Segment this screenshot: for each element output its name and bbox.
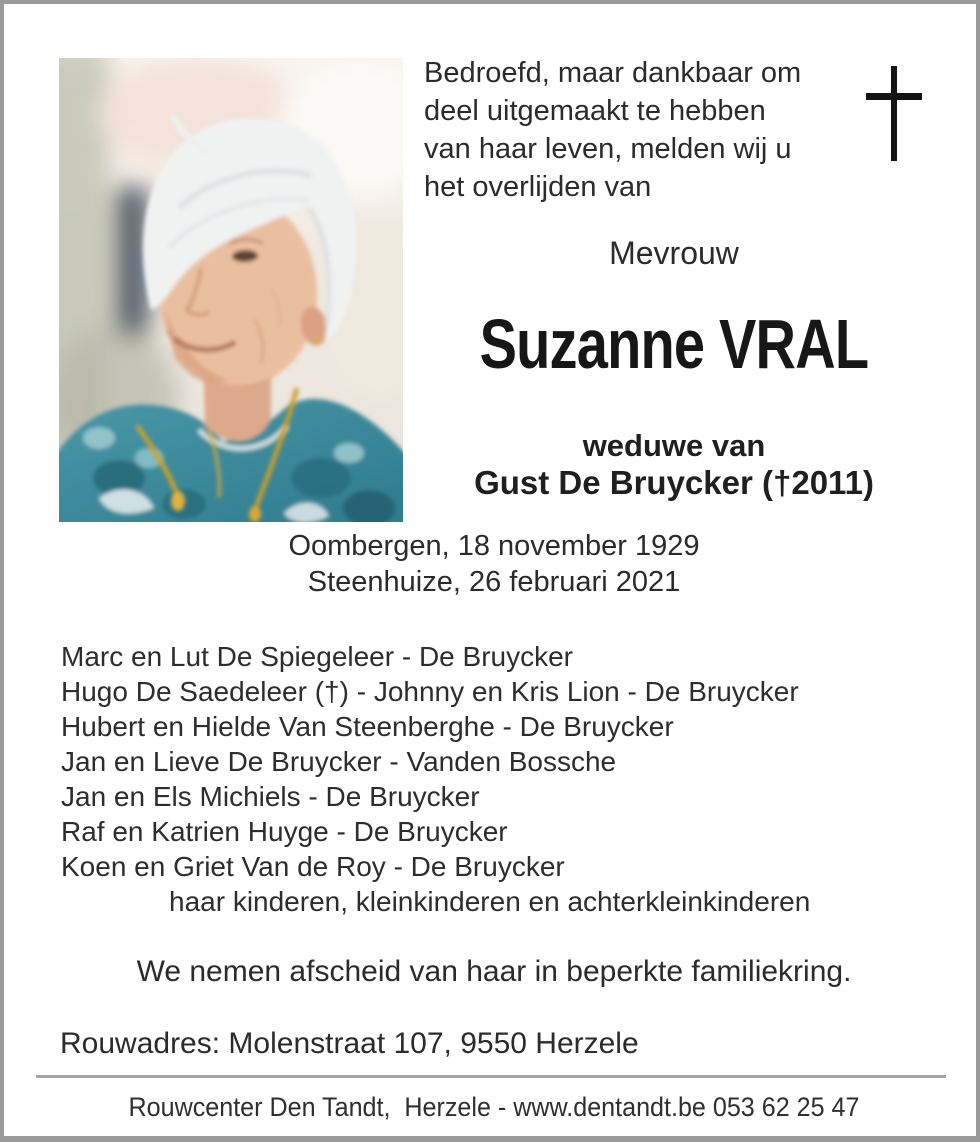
relation-line-1: weduwe van <box>582 428 766 463</box>
intro-paragraph <box>424 54 864 206</box>
death-line: Steenhuize, 26 februari 2021 <box>307 566 681 598</box>
portrait-photo-illustration <box>59 58 403 522</box>
cross-icon <box>862 60 924 162</box>
family-line: Jan en Lieve De Bruycker - Vanden Bossche <box>61 746 617 777</box>
intro-line: van haar leven, melden wij u <box>424 133 792 165</box>
intro-line: deel uitgemaakt te hebben <box>424 95 766 127</box>
intro-line: het overlijden van <box>424 171 652 203</box>
life-dates <box>4 528 980 600</box>
portrait-photo <box>59 58 403 522</box>
relation-line-2: Gust De Bruycker (†2011) <box>474 464 874 501</box>
funeral-home-footer-text: Rouwcenter Den Tandt, Herzele - www.dentandt.be 053 62 25 47 <box>128 1092 860 1122</box>
footer-divider <box>36 1075 946 1078</box>
farewell-sentence: We nemen afscheid van haar in beperkte familiekring. <box>136 955 852 988</box>
family-line: Koen en Griet Van de Roy - De Bruycker <box>61 851 565 882</box>
family-line: Marc en Lut De Spiegeleer - De Bruycker <box>61 641 573 672</box>
family-line: Hubert en Hielde Van Steenberghe - De Bruycker <box>61 711 674 742</box>
deceased-name-text: Suzanne VRAL <box>479 305 869 383</box>
family-line: Jan en Els Michiels - De Bruycker <box>61 781 480 812</box>
funeral-home-footer <box>4 1092 980 1123</box>
salutation: Mevrouw <box>609 235 739 271</box>
family-line: Hugo De Saedeleer (†) - Johnny en Kris Lion - De Bruycker <box>61 676 799 707</box>
intro-line: Bedroefd, maar dankbaar om <box>424 57 802 89</box>
family-list <box>61 639 941 919</box>
family-line: Raf en Katrien Huyge - De Bruycker <box>61 816 508 847</box>
deceased-name <box>410 304 938 384</box>
family-closing-line: haar kinderen, kleinkinderen en achterkleinkinderen <box>169 886 811 917</box>
cross-horizontal-bar <box>866 93 922 100</box>
cross-vertical-bar <box>891 66 897 161</box>
mourning-address: Rouwadres: Molenstraat 107, 9550 Herzele <box>60 1027 639 1060</box>
birth-line: Oombergen, 18 november 1929 <box>288 530 700 562</box>
